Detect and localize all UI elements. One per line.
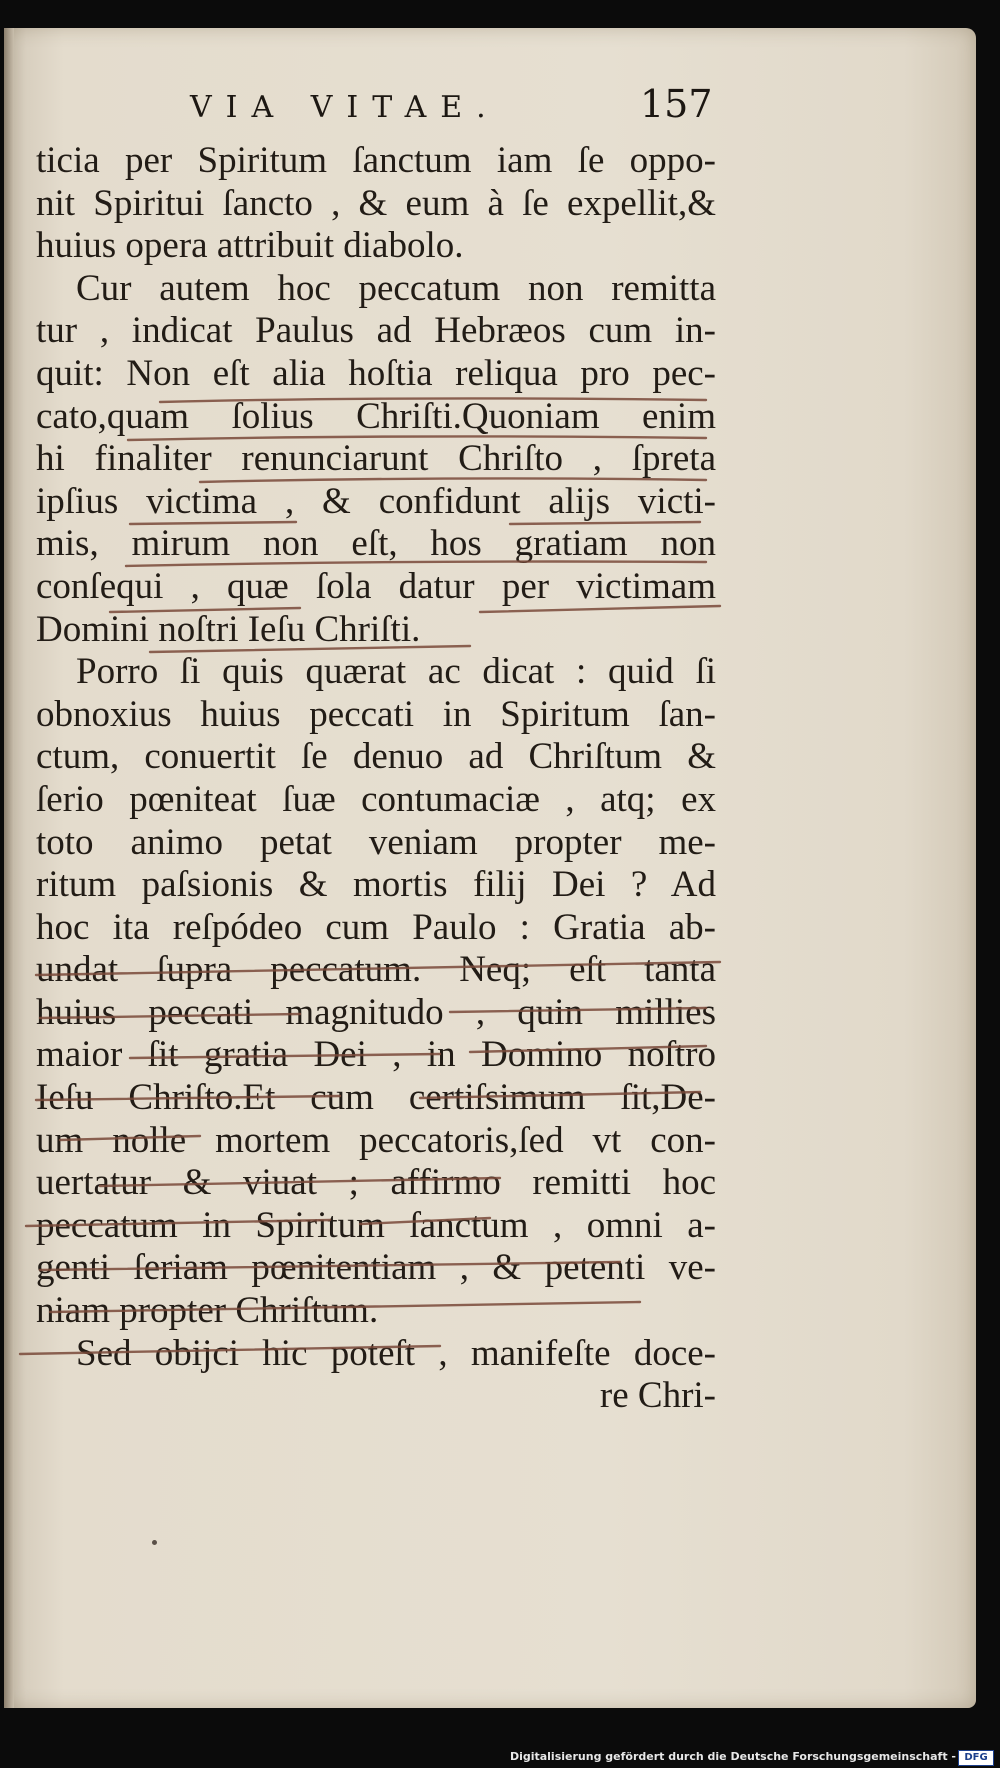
catchword: re Chri- bbox=[599, 1375, 716, 1417]
digitization-credit: Digitalisierung gefördert durch die Deutsche Forschungsgemeinschaft - bbox=[509, 1750, 956, 1763]
text-line: huius peccati magnitudo , quin millies bbox=[36, 991, 716, 1033]
ink-speck bbox=[152, 1540, 157, 1545]
text-line: mis, mirum non eſt, hos gratiam non bbox=[36, 523, 716, 565]
text-line: conſequi , quæ ſola datur per victimam bbox=[36, 565, 716, 607]
text-line: tur , indicat Paulus ad Hebræos cum in- bbox=[36, 310, 716, 352]
text-line: Porro ſi quis quærat ac dicat : quid ſi bbox=[76, 651, 716, 693]
text-line: toto animo petat veniam propter me- bbox=[36, 821, 716, 863]
text-line: Sed obijci hic poteſt , manifeſte doce- bbox=[76, 1332, 716, 1374]
text-line: Ieſu Chriſto.Et cum certiſsimum ſit,De- bbox=[36, 1077, 716, 1119]
running-head: VIA VITAE. bbox=[190, 90, 500, 125]
page-number: 157 bbox=[640, 82, 713, 126]
page-gutter bbox=[4, 28, 14, 1708]
dfg-logo: DFG bbox=[958, 1750, 994, 1766]
text-line: ſerio pœniteat ſuæ contumaciæ , atq; ex bbox=[36, 778, 716, 820]
text-line: uertatur & viuat ; affirmo remitti hoc bbox=[36, 1162, 716, 1204]
text-line: hoc ita reſpódeo cum Paulo : Gratia ab- bbox=[36, 906, 716, 948]
text-line: ctum, conuertit ſe denuo ad Chriſtum & bbox=[36, 736, 716, 778]
text-line: Domini noſtri Ieſu Chriſti. bbox=[36, 608, 421, 650]
text-line: ipſius victima , & confidunt alijs victi- bbox=[36, 480, 716, 522]
text-line: um nolle mortem peccatoris,ſed vt con- bbox=[36, 1119, 716, 1161]
text-line: genti ſeriam pœnitentiam , & petenti ve- bbox=[36, 1247, 716, 1289]
text-line: huius opera attribuit diabolo. bbox=[36, 225, 464, 267]
text-line: hi finaliter renunciarunt Chriſto , ſpreta bbox=[36, 438, 716, 480]
text-line: quit: Non eſt alia hoſtia reliqua pro pec- bbox=[36, 352, 716, 394]
text-line: ticia per Spiritum ſanctum iam ſe oppo- bbox=[36, 140, 716, 181]
body-text bbox=[36, 140, 716, 1418]
text-line: peccatum in Spiritum ſanctum , omni a- bbox=[36, 1204, 716, 1246]
text-line: cato,quam ſolius Chriſti.Quoniam enim bbox=[36, 395, 716, 437]
text-line: undat ſupra peccatum. Neq; eſt tanta bbox=[36, 949, 716, 991]
text-line: maior ſit gratia Dei , in Domino noſtro bbox=[36, 1034, 716, 1076]
text-line: nit Spiritui ſancto , & eum à ſe expellit,& bbox=[36, 182, 716, 224]
text-line: niam propter Chriſtum. bbox=[36, 1290, 379, 1332]
text-line: ritum paſsionis & mortis filij Dei ? Ad bbox=[36, 864, 716, 906]
text-line: obnoxius huius peccati in Spiritum ſan- bbox=[36, 693, 716, 735]
text-line: Cur autem hoc peccatum non remitta bbox=[76, 267, 716, 309]
